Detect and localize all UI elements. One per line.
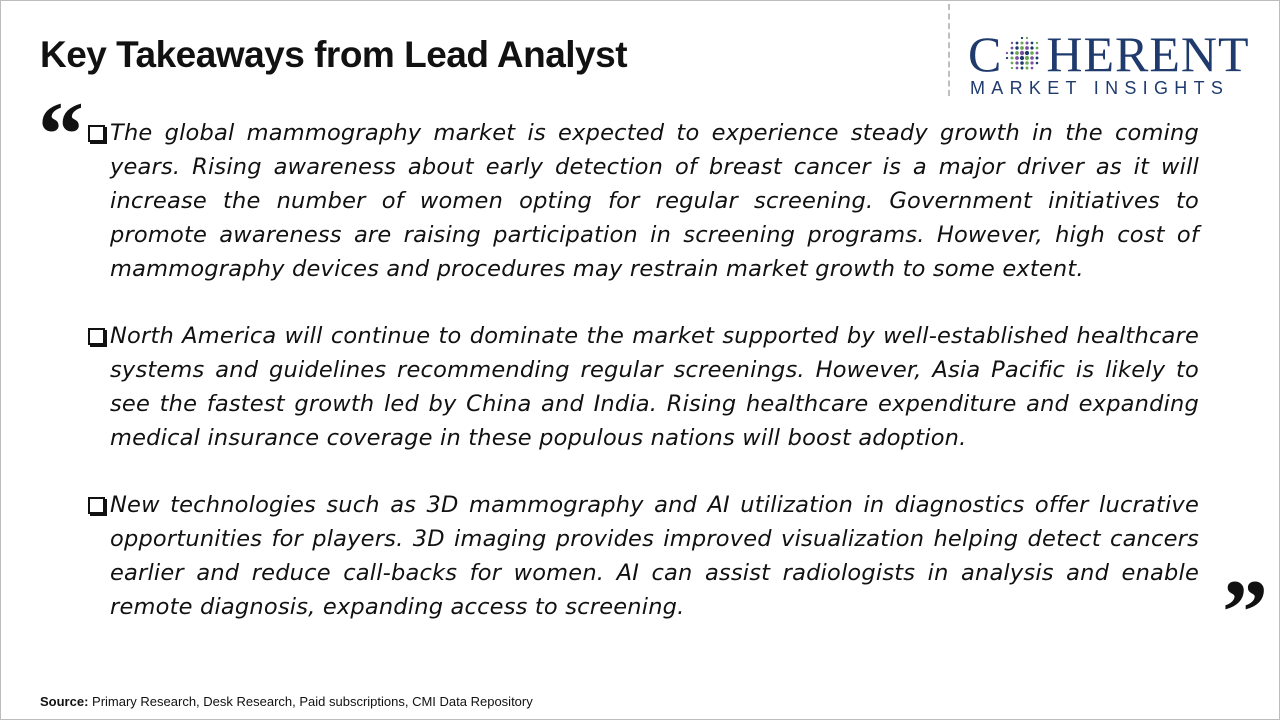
logo-dot <box>1031 61 1034 64</box>
logo-dot <box>1011 62 1014 65</box>
logo-dot <box>1026 41 1029 44</box>
logo-dot <box>1026 61 1030 65</box>
logo-dot <box>1011 47 1014 50</box>
takeaway-item <box>86 319 1199 455</box>
slide-title: Key Takeaways from Lead Analyst <box>40 34 628 75</box>
takeaway-text: North America will continue to dominate the market supported by well-established healthcare systems and guidelines recommending regular screenings. However, Asia Pacific is likely to see the fastest growth led by China and India. Rising healthcare expenditure and expanding medical insurance coverage in these populous nations will boost adoption. <box>110 323 1199 451</box>
company-logo <box>968 28 1268 100</box>
logo-dot <box>1021 61 1025 65</box>
source-label: Source: <box>40 694 89 709</box>
logo-dot <box>1036 57 1039 60</box>
logo-dot <box>1011 56 1014 59</box>
logo-wordmark-end: HERENT <box>1046 26 1250 82</box>
logo-dot <box>1011 67 1013 69</box>
logo-dot <box>1020 46 1024 50</box>
takeaway-text: The global mammography market is expected to experience steady growth in the coming years. Rising awareness about early detection of breast cancer is a major driver as it will increase the number of women opting for regular screening. Government initiatives to promote awareness are raising participation in screening programs. However, high cost of mammography devices and procedures may restrain market growth to some extent. <box>110 120 1199 282</box>
logo-dot <box>1026 37 1028 39</box>
checkbox-bullet-icon <box>88 328 105 345</box>
logo-dot <box>1016 42 1019 45</box>
close-quote-icon: ” <box>1222 561 1268 663</box>
logo-dot <box>1025 51 1029 55</box>
takeaway-text: New technologies such as 3D mammography and AI utilization in diagnostics offer lucrative opportunities for players. 3D imaging provides improved visualization helping detect cancers earlier and reduce call-backs for women. AI can assist radiologists in analysis and enable remote diagnosis, expanding access to screening. <box>110 492 1199 620</box>
logo-dot <box>1025 56 1029 60</box>
logo-dot <box>1011 42 1013 44</box>
logo-dot <box>1036 62 1039 65</box>
logo-dot <box>1031 56 1035 60</box>
logo-dot <box>1031 51 1035 55</box>
logo-dot <box>1036 47 1039 50</box>
logo-dot <box>1031 42 1034 45</box>
checkbox-bullet-icon <box>88 497 105 514</box>
takeaway-list <box>86 116 1199 657</box>
logo-dot <box>1036 52 1039 55</box>
logo-dot <box>1036 42 1038 44</box>
logo-dot <box>1016 67 1019 70</box>
logo-tagline: MARKET INSIGHTS <box>970 78 1230 98</box>
logo-dot <box>1031 46 1034 49</box>
logo-dot <box>1025 46 1029 50</box>
takeaway-item <box>86 116 1199 286</box>
logo-dot <box>1026 67 1029 70</box>
logo-divider <box>948 4 950 96</box>
logo-dot <box>1031 67 1034 70</box>
takeaway-item <box>86 488 1199 624</box>
logo-wordmark-start: C <box>968 26 1003 82</box>
logo-dot <box>1021 37 1023 39</box>
logo-dot <box>1016 61 1019 64</box>
logo-dot <box>1020 56 1024 60</box>
logo-wordmark <box>968 28 1250 80</box>
logo-globe-icon <box>1002 35 1046 75</box>
logo-dot <box>1011 51 1014 54</box>
logo-dot <box>1020 51 1024 55</box>
logo-dot <box>1015 51 1019 55</box>
logo-dot <box>1015 56 1019 60</box>
checkbox-bullet-icon <box>88 125 105 142</box>
source-text: Primary Research, Desk Research, Paid subscriptions, CMI Data Repository <box>92 694 533 709</box>
source-note <box>40 694 533 709</box>
logo-dot <box>1016 46 1019 49</box>
logo-dot <box>1021 41 1024 44</box>
logo-dot <box>1006 57 1008 59</box>
open-quote-icon: “ <box>38 83 84 185</box>
logo-dot <box>1021 67 1024 70</box>
logo-dot <box>1006 52 1008 54</box>
